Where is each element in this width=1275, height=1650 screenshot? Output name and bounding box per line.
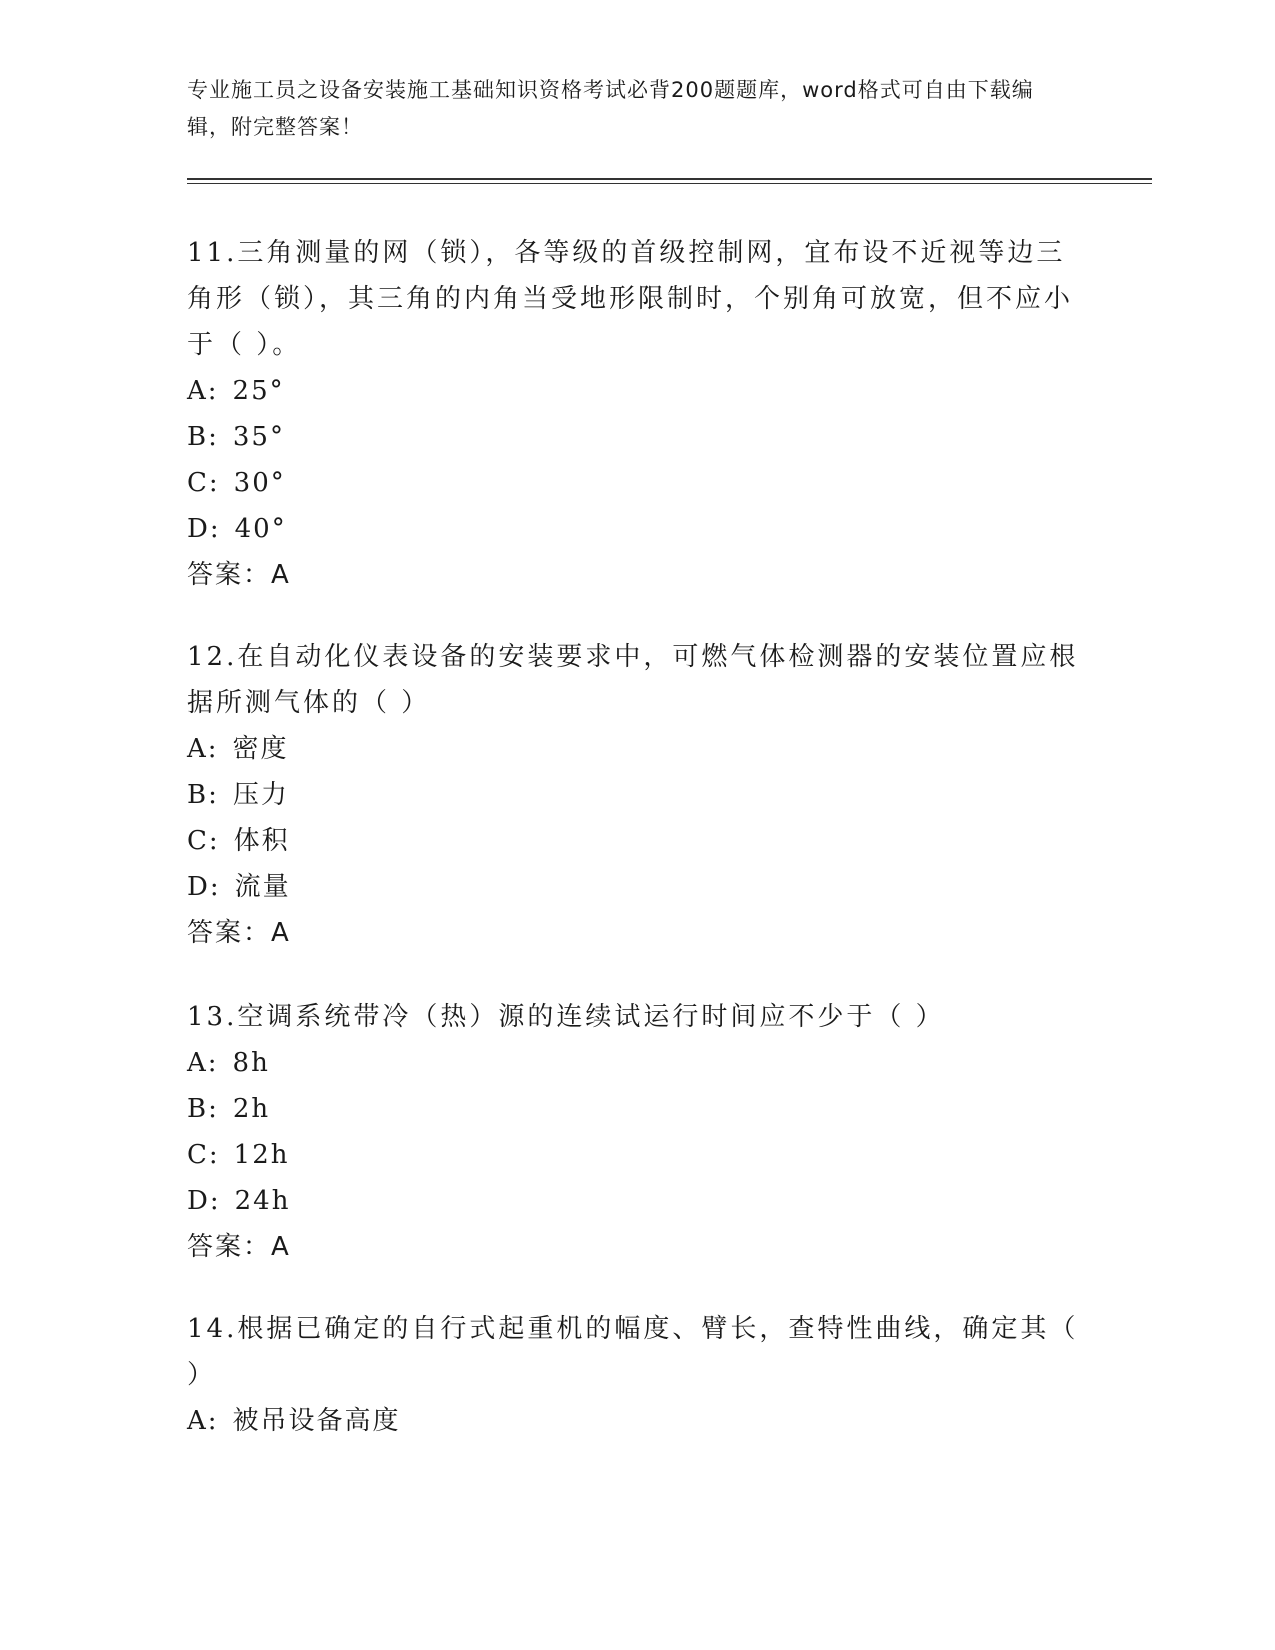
question-11: [187, 230, 1087, 598]
option-a: [187, 1398, 1087, 1444]
option-key: B:: [187, 1094, 219, 1124]
answer-line: 答案：A: [187, 560, 291, 590]
option-text: 24h: [234, 1186, 291, 1216]
option-c: [187, 1132, 1087, 1178]
option-a: [187, 368, 1087, 414]
option-text: 35°: [232, 422, 285, 452]
question-14: [187, 1306, 1087, 1444]
option-b: [187, 772, 1087, 818]
option-key: D:: [187, 872, 221, 902]
option-text: 40°: [234, 514, 287, 544]
option-key: D:: [187, 514, 221, 544]
option-key: A:: [187, 376, 219, 406]
option-b: [187, 414, 1087, 460]
option-text: 体积: [233, 826, 290, 856]
option-d: [187, 864, 1087, 910]
option-key: A:: [187, 1406, 219, 1436]
option-key: A:: [187, 1048, 219, 1078]
question-stem: 13.空调系统带冷（热）源的连续试运行时间应不少于（ ）: [187, 1002, 945, 1032]
option-text: 流量: [234, 872, 291, 902]
option-key: A:: [187, 734, 219, 764]
option-c: [187, 818, 1087, 864]
option-text: 30°: [233, 468, 286, 498]
option-text: 25°: [232, 376, 285, 406]
option-text: 2h: [232, 1094, 271, 1124]
option-key: C:: [187, 468, 220, 498]
answer-line: 答案：A: [187, 1232, 291, 1262]
option-a: [187, 1040, 1087, 1086]
option-a: [187, 726, 1087, 772]
option-key: C:: [187, 826, 220, 856]
option-text: 8h: [232, 1048, 270, 1078]
answer-line: 答案：A: [187, 918, 291, 948]
question-stem: 11.三角测量的网（锁），各等级的首级控制网，宜布设不近视等边三角形（锁），其三角的内角当受地形限制时，个别角可放宽，但不应小于（ ）。: [187, 238, 1074, 360]
option-key: B:: [187, 422, 219, 452]
option-key: B:: [187, 780, 219, 810]
option-key: C:: [187, 1140, 220, 1170]
option-d: [187, 1178, 1087, 1224]
question-12: [187, 634, 1087, 956]
option-d: [187, 506, 1087, 552]
option-b: [187, 1086, 1087, 1132]
header-divider: [187, 178, 1152, 184]
option-text: 密度: [232, 734, 289, 764]
option-c: [187, 460, 1087, 506]
question-13: [187, 994, 1087, 1270]
option-key: D:: [187, 1186, 221, 1216]
option-text: 被吊设备高度: [232, 1406, 401, 1436]
question-stem: 14.根据已确定的自行式起重机的幅度、臂长，查特性曲线，确定其（ ）: [187, 1314, 1079, 1390]
question-stem: 12.在自动化仪表设备的安装要求中，可燃气体检测器的安装位置应根据所测气体的（ ）: [187, 642, 1079, 718]
option-text: 12h: [233, 1140, 290, 1170]
document-header: 专业施工员之设备安装施工基础知识资格考试必背200题题库，word格式可自由下载编辑，附完整答案！: [187, 78, 1034, 139]
option-text: 压力: [232, 780, 289, 810]
